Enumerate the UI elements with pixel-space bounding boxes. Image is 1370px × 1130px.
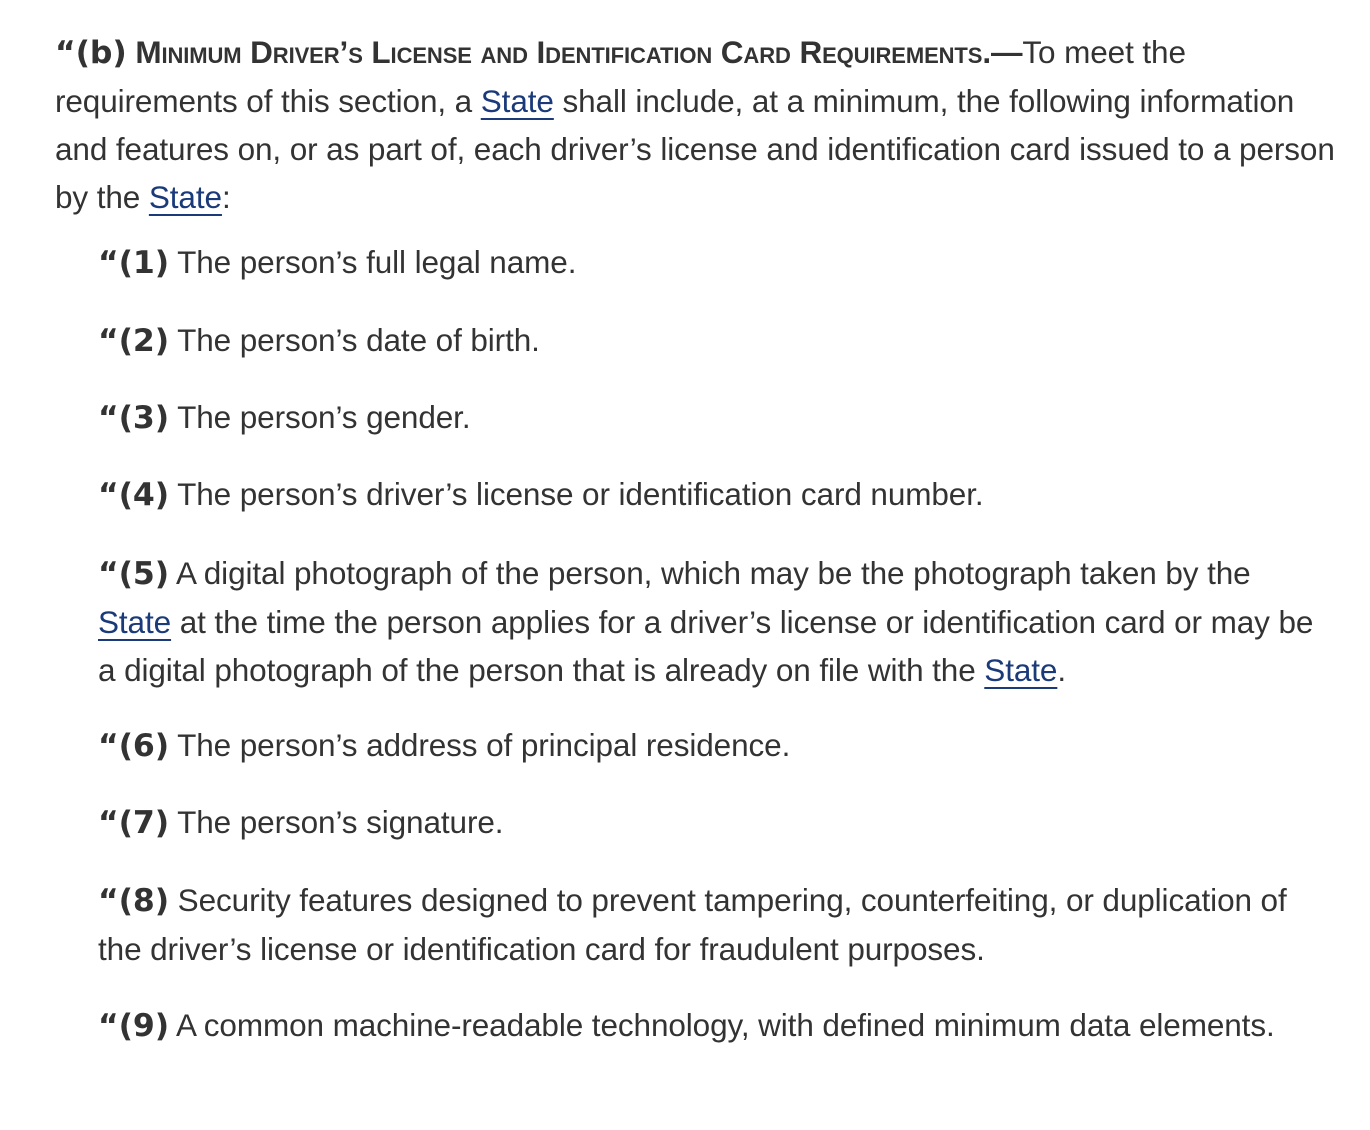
legal-document: [55, 28, 1345, 221]
item-enum: “(6): [98, 728, 170, 764]
item-enum: “(5): [98, 556, 170, 592]
item-enum: “(1): [98, 245, 170, 281]
list-item-6: [98, 721, 1328, 770]
item-enum: “(7): [98, 805, 170, 841]
intro-text-1: To meet the requirements of this section, a: [55, 34, 1186, 119]
list-item-2: [98, 316, 1328, 365]
list-item-5: [98, 549, 1328, 694]
item-text: The person’s driver’s license or identification card number.: [177, 476, 984, 512]
intro-text-2: shall include, at a minimum, the following information and features on, or as part of, each driver’s license and identification card issued to a person by the: [55, 83, 1335, 215]
item-text: Security features designed to prevent tampering, counterfeiting, or duplication of the driver’s license or identification card for fraudulent purposes.: [98, 882, 1287, 967]
section-b-enum: “(b): [55, 35, 127, 71]
defined-term-state-link[interactable]: State: [148, 179, 222, 215]
item-text: The person’s signature.: [177, 804, 504, 840]
item-text: The person’s date of birth.: [177, 322, 540, 358]
list-item-7: [98, 798, 1328, 847]
item-text-3: .: [1057, 652, 1066, 688]
item-text-2: at the time the person applies for a driver’s license or identification card or may be a digital photograph of the person that is already on file with the: [98, 604, 1314, 688]
item-enum: “(3): [98, 400, 170, 436]
item-text: A common machine-readable technology, with defined minimum data elements.: [175, 1007, 1275, 1043]
intro-text-3: :: [221, 179, 231, 215]
defined-term-state-link[interactable]: State: [480, 83, 554, 119]
defined-term-state-link[interactable]: State: [984, 652, 1058, 688]
item-text: The person’s gender.: [177, 399, 471, 435]
section-b-intro: [55, 28, 1345, 221]
item-enum: “(2): [98, 323, 170, 359]
defined-term-state-link[interactable]: State: [98, 604, 172, 640]
item-text-1: A digital photograph of the person, which may be the photograph taken by the: [175, 555, 1251, 591]
section-b-heading: Minimum Driver’s License and Identification Card Requirements.—: [135, 34, 1023, 70]
item-enum: “(4): [98, 477, 170, 513]
list-item-9: [98, 1001, 1328, 1050]
list-item-1: [98, 238, 1328, 287]
item-text: The person’s address of principal residence.: [177, 727, 791, 763]
list-item-8: [98, 876, 1328, 973]
list-item-3: [98, 393, 1328, 442]
item-enum: “(9): [98, 1008, 170, 1044]
list-item-4: [98, 470, 1328, 519]
item-enum: “(8): [98, 883, 170, 919]
item-text: The person’s full legal name.: [177, 244, 577, 280]
